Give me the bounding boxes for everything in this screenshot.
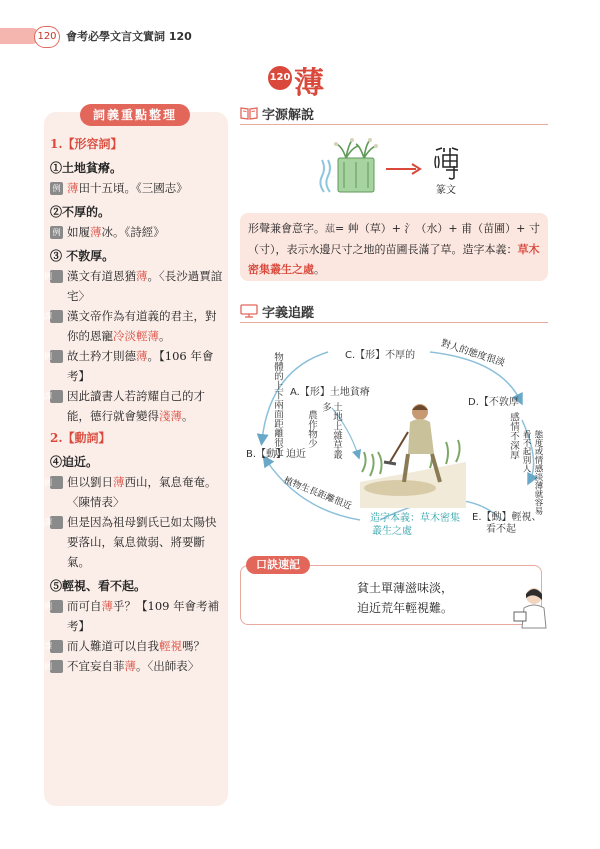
mnemonic-text: 貧土單薄滋味淡， 迫近荒年輕視難。 (356, 581, 453, 615)
node-b: B.【動】迫近 (246, 449, 307, 460)
arc-label-bottom-right: 態度或情感淡薄就容易看不起別人 (521, 430, 543, 515)
node-e-line2: 看不起 (486, 524, 516, 535)
example-line: 例 故土矜才則德薄。【106 年會考】 (44, 349, 214, 383)
node-d: D.【不敦厚 (468, 397, 519, 408)
farmer-illustration (360, 392, 466, 508)
example-line: 例 如履薄冰。《詩經》 (50, 222, 226, 242)
tracing-section-title: 字義追蹤 (262, 306, 315, 321)
section-divider (240, 124, 548, 125)
definitions-list (44, 134, 226, 676)
translation-tag: 譯 (50, 310, 63, 323)
example-line: 例 薄田十五頃。《三國志》 (50, 178, 226, 198)
definitions-title: 詞義重點整理 (80, 104, 190, 126)
seal-script-glyph (432, 146, 462, 180)
example-tag: 例 (50, 476, 63, 489)
translation-line: 譯 漢文帝作為有道義的君主，對你的恩寵冷淡輕薄。 (44, 309, 217, 343)
sense-heading: ⑤輕視、看不起。 (50, 579, 147, 593)
translation-line: 譯 而人難道可以自我輕視嗎？ (44, 639, 205, 653)
translation-tag: 譯 (50, 640, 63, 653)
arc-label-top-left: 物體的上下兩面距離很近 (272, 352, 283, 457)
origin-label-line2: 叢生之處 (372, 526, 412, 537)
translation-line: 譯 因此讀書人若誇耀自己的才能，德行就會變得淺薄。 (44, 389, 205, 423)
arc-label-right: 感情不深厚 (508, 412, 519, 460)
example-tag: 例 (50, 600, 63, 613)
example-line: 例 而可自薄乎？【109 年會考補考】 (44, 599, 220, 633)
arrow-right-icon (386, 162, 422, 176)
sense-heading: ④迫近。 (50, 455, 99, 469)
seal-formula: 𦸈 (325, 224, 335, 235)
arc-label-bottom-left: 植物生長距離很近 (282, 475, 353, 513)
book-icon (240, 106, 258, 120)
example-tag: 例 (50, 226, 63, 239)
example-line: 例 不宜妄自菲薄。〈出師表〉 (44, 659, 200, 673)
inner-label-1: 土地上雜草叢多 (320, 402, 342, 459)
origin-label-line1: 造字本義：草木密集 (370, 513, 460, 524)
grass-water-illustration (318, 138, 380, 196)
running-title: 會考必學文言文實詞 120 (66, 30, 192, 43)
source-explanation: 形聲兼會意字。𦸈= 艸（草）+ 氵（水）+ 甫（苗圃）+ 寸（寸），表示水邊尺寸之地的苗圃長滿了草。造字本義：草木密集叢生之處。 (248, 222, 540, 276)
category-adjective: 1.【形容詞】 (50, 137, 123, 151)
translation-tag: 譯 (50, 516, 63, 529)
mnemonic-title: 口訣速記 (246, 556, 310, 574)
sense-heading: ③ 不敦厚。 (50, 249, 115, 263)
student-illustration (512, 584, 548, 630)
section-divider (240, 322, 548, 323)
monitor-icon (240, 304, 258, 318)
entry-number-badge: 120 (268, 66, 292, 90)
sense-heading: ②不厚的。 (50, 205, 111, 219)
arc-label-top-right: 對人的態度很淡 (439, 337, 507, 369)
example-line: 例 但以劉日薄西山，氣息奄奄。〈陳情表〉 (44, 475, 217, 509)
category-verb: 2.【動詞】 (50, 431, 111, 445)
example-line: 例 漢文有道恩猶薄。〈長沙過賈誼宅〉 (44, 269, 223, 303)
entry-character: 薄 (294, 66, 324, 101)
node-c: C.【形】不厚的 (345, 350, 416, 361)
sense-heading: ①土地貧瘠。 (50, 161, 123, 175)
translation-tag: 譯 (50, 390, 63, 403)
node-a: A.【形】土地貧瘠 (290, 387, 370, 398)
inner-label-2: 農作物少 (306, 410, 317, 448)
page-number: 120 (34, 26, 60, 48)
example-tag: 例 (50, 350, 63, 363)
example-tag: 例 (50, 182, 63, 195)
example-tag: 例 (50, 270, 63, 283)
node-e-line1: E.【動】輕視、 (472, 512, 542, 523)
source-section-title: 字源解說 (262, 108, 315, 123)
example-tag: 例 (50, 660, 63, 673)
translation-line: 譯 但是因為祖母劉氏已如太陽快要落山，氣息微弱、將要斷氣。 (44, 515, 217, 569)
seal-script-label: 篆文 (436, 185, 456, 196)
